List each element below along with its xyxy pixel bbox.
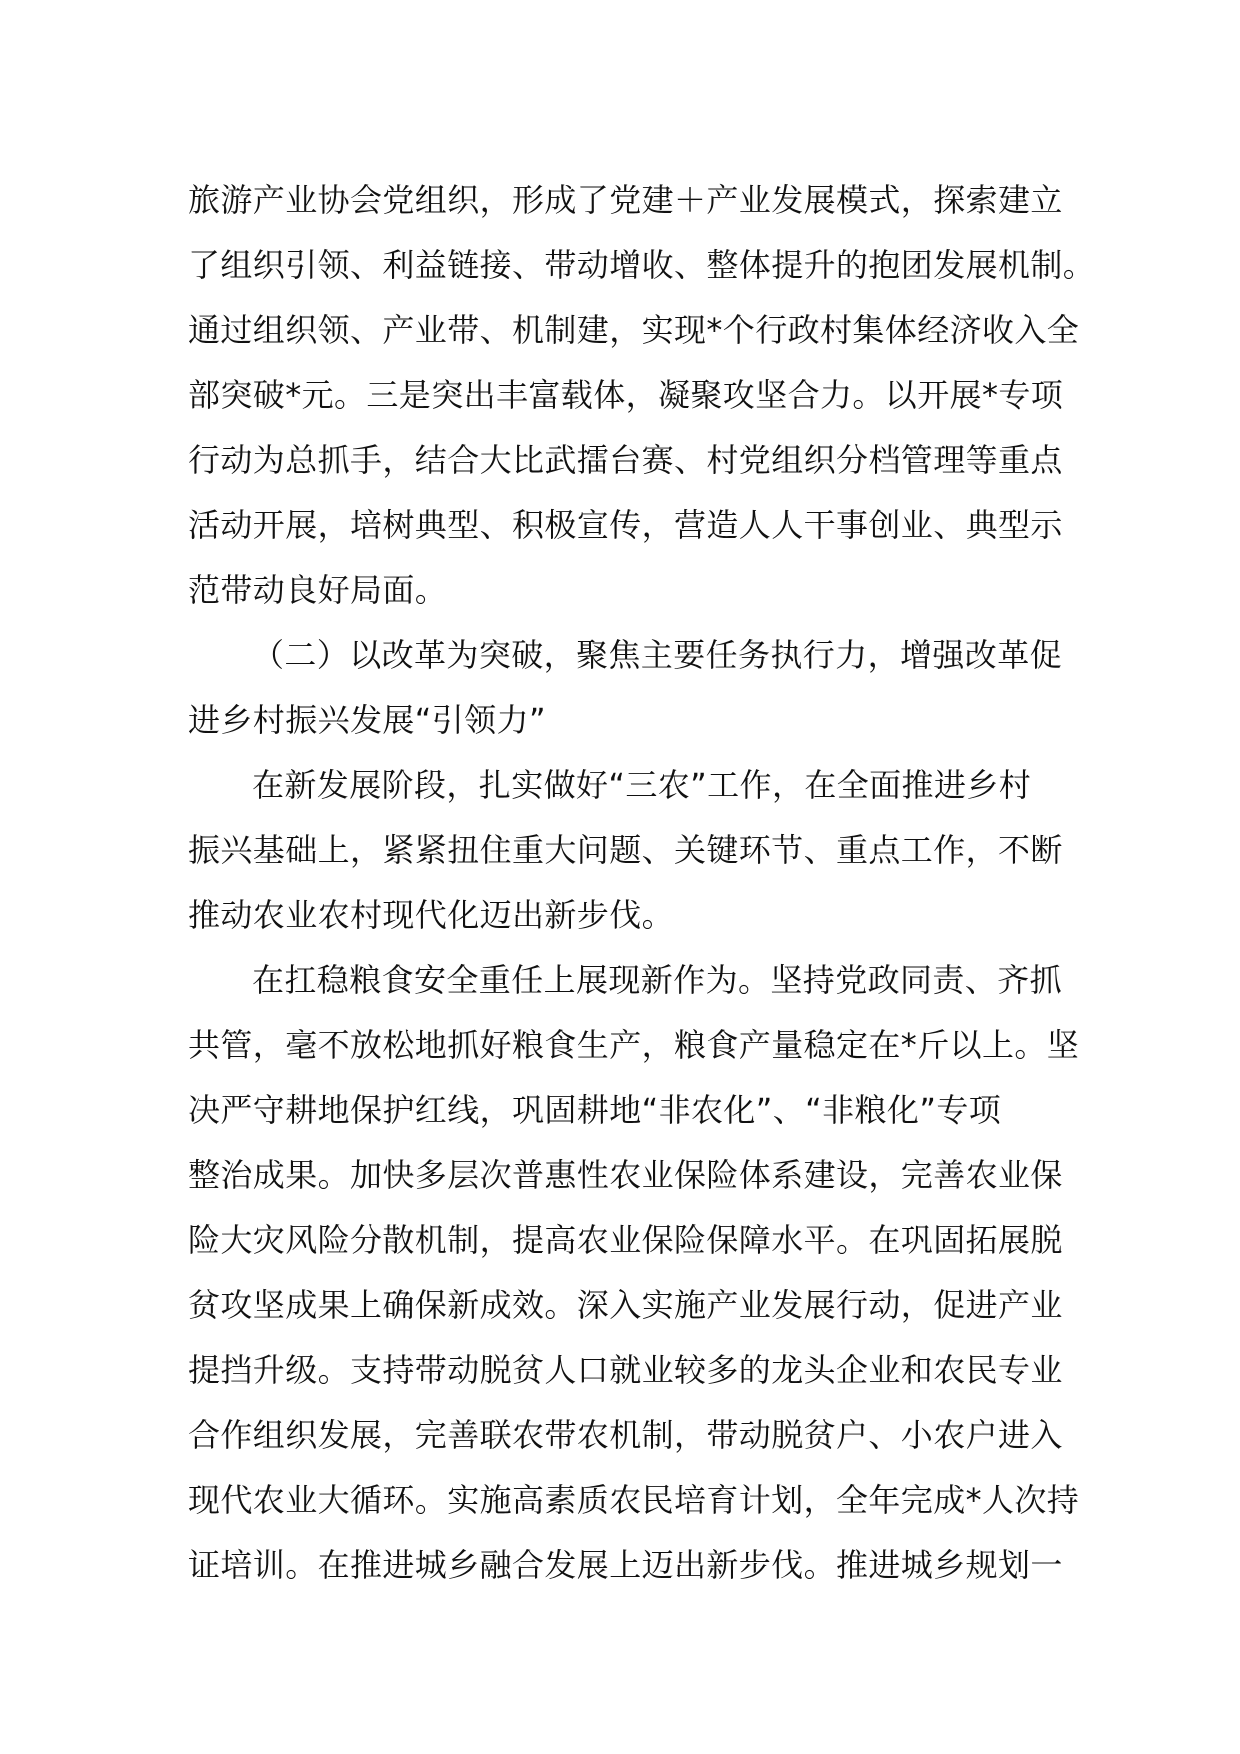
- text-line: 范带动良好局面。: [188, 571, 448, 609]
- section-heading-line: （二）以改革为突破，聚焦主要任务执行力，增强改革促: [252, 636, 1063, 674]
- text-line: 在扛稳粮食安全重任上展现新作为。坚持党政同责、齐抓: [252, 961, 1063, 999]
- document-body: [188, 168, 1096, 1598]
- text-line: 在新发展阶段，扎实做好“三农”工作，在全面推进乡村: [252, 766, 1032, 804]
- text-line: 推动农业农村现代化迈出新步伐。: [188, 896, 675, 934]
- text-line: 整治成果。加快多层次普惠性农业保险体系建设，完善农业保: [188, 1156, 1063, 1194]
- text-line: 活动开展，培树典型、积极宣传，营造人人干事创业、典型示: [188, 506, 1063, 544]
- text-line: 了组织引领、利益链接、带动增收、整体提升的抱团发展机制。: [188, 246, 1096, 284]
- text-line: 证培训。在推进城乡融合发展上迈出新步伐。推进城乡规划一: [188, 1546, 1063, 1584]
- text-line: 提挡升级。支持带动脱贫人口就业较多的龙头企业和农民专业: [188, 1351, 1063, 1389]
- text-line: 振兴基础上，紧紧扭住重大问题、关键环节、重点工作，不断: [188, 831, 1063, 869]
- text-line: 旅游产业协会党组织，形成了党建＋产业发展模式，探索建立: [188, 181, 1063, 219]
- text-line: 通过组织领、产业带、机制建，实现*个行政村集体经济收入全: [188, 311, 1080, 349]
- text-line: 险大灾风险分散机制，提高农业保险保障水平。在巩固拓展脱: [188, 1221, 1063, 1259]
- text-line: 决严守耕地保护红线，巩固耕地“非农化”、“非粮化”专项: [188, 1091, 1002, 1129]
- section-heading-line: 进乡村振兴发展“引领力”: [188, 701, 546, 739]
- text-line: 贫攻坚成果上确保新成效。深入实施产业发展行动，促进产业: [188, 1286, 1063, 1324]
- text-line: 行动为总抓手，结合大比武擂台赛、村党组织分档管理等重点: [188, 441, 1063, 479]
- text-line: 现代农业大循环。实施高素质农民培育计划，全年完成*人次持: [188, 1481, 1080, 1519]
- text-line: 合作组织发展，完善联农带农机制，带动脱贫户、小农户进入: [188, 1416, 1063, 1454]
- text-line: 部突破*元。三是突出丰富载体，凝聚攻坚合力。以开展*专项: [188, 376, 1064, 414]
- text-line: 共管，毫不放松地抓好粮食生产，粮食产量稳定在*斤以上。坚: [188, 1026, 1080, 1064]
